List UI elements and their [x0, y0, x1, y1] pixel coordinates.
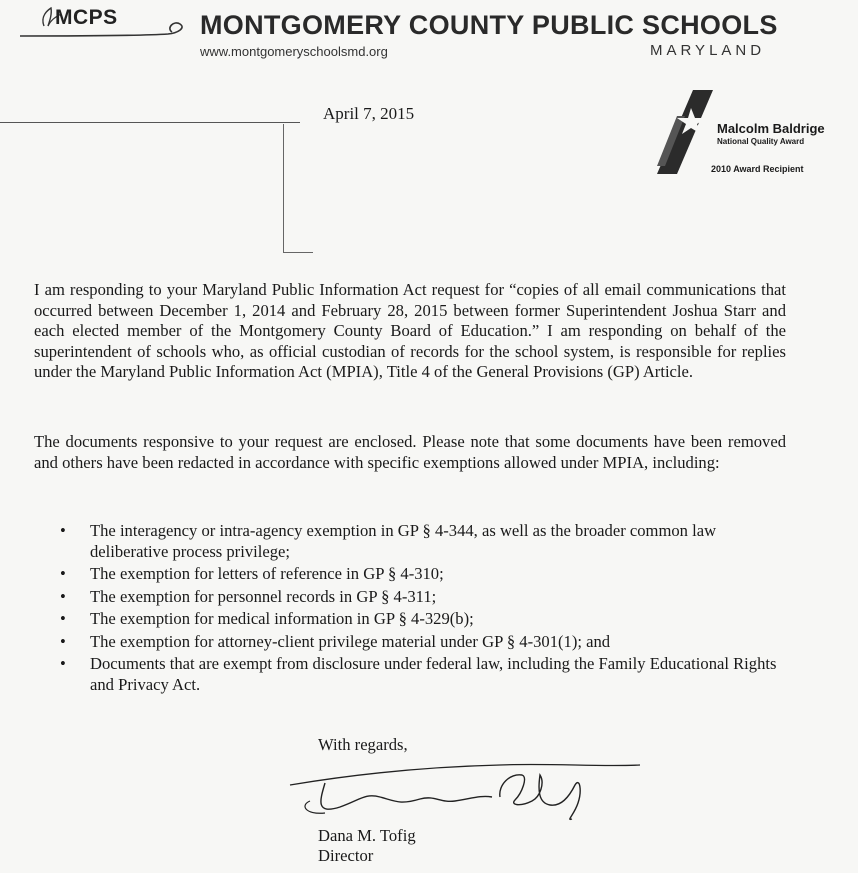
letter-date: April 7, 2015	[323, 104, 415, 123]
body-paragraph-2: The documents responsive to your request are enclosed. Please note that some documents have been removed and others have been redacted in accordance with specific exemptions allowed under MPIA, including:	[34, 432, 786, 472]
bullet-icon: •	[60, 586, 66, 606]
list-item-text: The interagency or intra-agency exemption in GP § 4-344, as well as the broader common law deliberative process privilege;	[90, 521, 717, 561]
award-subtitle: National Quality Award	[717, 137, 805, 146]
address-frame-side	[283, 124, 284, 252]
bullet-icon: •	[60, 609, 66, 628]
list-item-text: The exemption for medical information in GP § 4-329(b);	[90, 609, 474, 628]
list-item-text: Documents that are exempt from disclosure under federal law, including the Family Educational Rights and Privacy Act.	[90, 654, 777, 694]
address-frame-top	[0, 122, 300, 123]
bullet-icon: •	[60, 521, 66, 540]
list-item-text: The exemption for letters of reference in GP § 4-310;	[90, 564, 444, 583]
org-url: www.montgomeryschoolsmd.org	[200, 44, 388, 59]
signer-block	[318, 826, 416, 866]
signature	[270, 745, 650, 835]
closing-line: With regards,	[318, 735, 408, 754]
exemption-list	[60, 521, 780, 697]
org-state: MARYLAND	[650, 42, 766, 59]
list-item-text: The exemption for attorney-client privilege material under GP § 4-301(1); and	[90, 631, 611, 651]
list-item	[60, 521, 780, 562]
mcps-logo-text: MCPS	[55, 6, 118, 29]
org-name: MONTGOMERY COUNTY PUBLIC SCHOOLS	[200, 10, 778, 40]
signer-name: Dana M. Tofig	[318, 826, 416, 845]
signer-title: Director	[318, 846, 374, 865]
body-paragraph-1: I am responding to your Maryland Public Information Act request for “copies of all email communications that occurred between December 1, 2014 and February 28, 2015 between former Superintendent Joshua Starr and each elected member of the Montgomery County Board of Education.” I am responding on behalf of the superintendent of schools who, as official custodian of records for the school system, is responsible for replies under the Maryland Public Information Act (MPIA), Title 4 of the General Provisions (GP) Article.	[34, 280, 786, 381]
list-item	[60, 632, 780, 653]
bullet-icon: •	[60, 654, 66, 673]
bullet-icon: •	[60, 631, 66, 651]
award-recipient: 2010 Award Recipient	[711, 164, 804, 174]
list-item	[60, 654, 780, 695]
list-item	[60, 564, 780, 585]
award-name: Malcolm Baldrige	[717, 121, 825, 136]
address-frame-bottom	[283, 252, 313, 253]
list-item	[60, 587, 780, 608]
list-item	[60, 609, 780, 630]
list-item-text: The exemption for personnel records in GP § 4-311;	[90, 586, 437, 606]
bullet-icon: •	[60, 564, 66, 583]
